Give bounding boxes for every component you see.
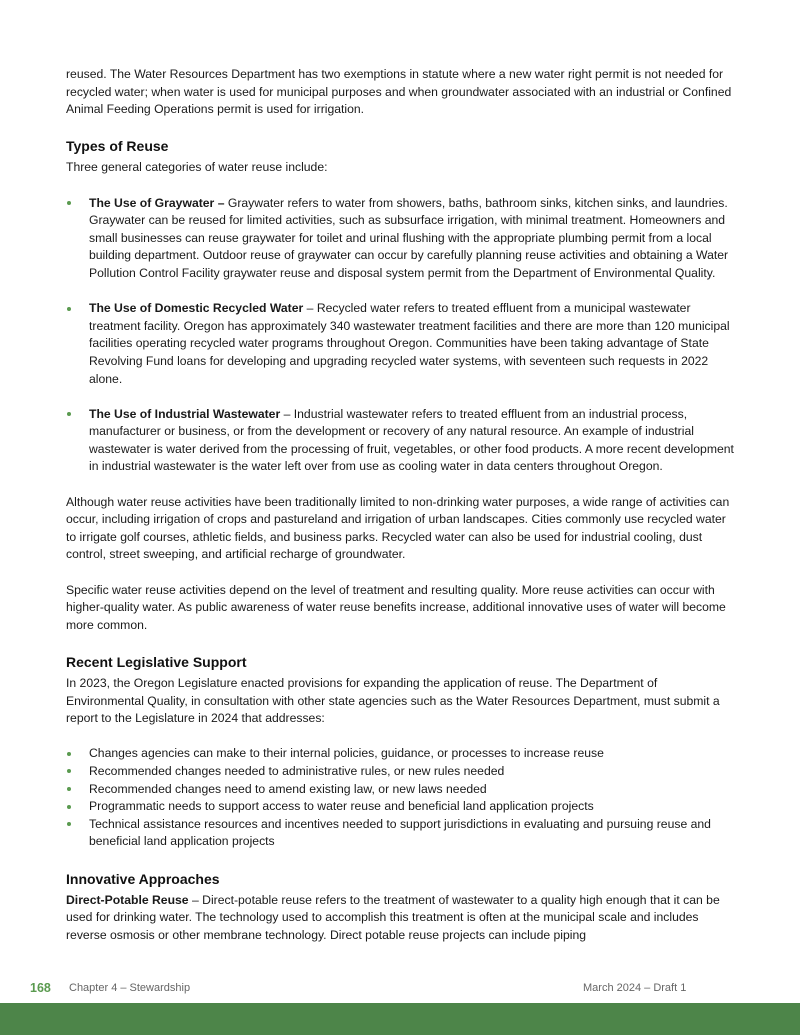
innovative-lead: Direct-Potable Reuse [66,892,189,907]
item-title: The Use of Industrial Wastewater [89,406,281,421]
innovative-heading: Innovative Approaches [66,870,220,887]
types-paragraph-1: Although water reuse activities have been traditionally limited to non-drinking water purposes, a wide range of activities can occur, including irrigation of crops and pastureland and irrigation of urban landscapes. Cities commonly use recycled water to irrigate golf courses, athletic fields, and business parks. Recycled water can also be used for industrial cooling, dust control, street sweeping, and artificial recharge of groundwater. [66,494,730,562]
list-item: Technical assistance resources and incentives needed to support jurisdictions in evaluating and pursuing reuse and beneficial land application projects [66,816,736,851]
item-text: – Industrial wastewater refers to treated effluent from an industrial process, manufacturer or business, or from the development or recovery of any natural resource. An example of industrial wastewater is water derived from the processing of fruit, vegetables, or other food products. A more recent development in industrial wastewater is the water left over from use as cooling water in data centers throughout Oregon. [89,406,734,474]
item-text: Graywater refers to water from showers, baths, bathroom sinks, kitchen sinks, and laundries. Graywater can be reused for limited activities, such as subsurface irrigation, with minimal treatment. Homeowners and small businesses can reuse graywater for toilet and urinal flushing with the appropriate plumbing permit from a local building department. Outdoor reuse of graywater can occur by carefully planning reuse activities and obtaining a Water Pollution Control Facility graywater reuse and disposal system permit from the Department of Environmental Quality. [89,195,729,280]
innovative-paragraph [66,892,736,945]
list-item: Programmatic needs to support access to water reuse and beneficial land application projects [66,798,736,816]
chapter-label: Chapter 4 – Stewardship [69,982,191,994]
footer-band [0,1003,800,1035]
draft-date: March 2024 – Draft 1 [583,982,687,994]
list-item [66,300,736,388]
list-item: Changes agencies can make to their internal policies, guidance, or processes to increase reuse [66,745,736,763]
list-item: Recommended changes need to amend existing law, or new laws needed [66,781,736,799]
list-item [66,406,736,476]
list-item [66,195,736,283]
legislative-list [66,745,736,851]
legislative-intro: In 2023, the Oregon Legislature enacted provisions for expanding the application of reuse. The Department of Environmental Quality, in consultation with other state agencies such as the Water Resources Department, must submit a report to the Legislature in 2024 that addresses: [66,676,720,726]
legislative-heading: Recent Legislative Support [66,654,247,670]
types-intro: Three general categories of water reuse include: [66,160,328,175]
page-footer [30,982,700,998]
page-content [66,66,736,962]
list-item: Recommended changes needed to administrative rules, or new rules needed [66,763,736,781]
item-title: The Use of Graywater – [89,195,225,210]
types-list [66,195,736,477]
page-number: 168 [30,981,51,995]
types-heading: Types of Reuse [66,138,169,155]
intro-paragraph: reused. The Water Resources Department has two exemptions in statute where a new water right permit is not needed for recycled water; when water is used for municipal purposes and when groundwater associated with an industrial or Confined Animal Feeding Operations permit is used for irrigation. [66,67,732,117]
types-paragraph-2: Specific water reuse activities depend on the level of treatment and resulting quality. More reuse activities can occur with higher-quality water. As public awareness of water reuse benefits increase, additional innovative uses of water will become more common. [66,582,726,632]
item-title: The Use of Domestic Recycled Water [89,301,304,316]
innovative-text: – Direct-potable reuse refers to the treatment of wastewater to a quality high enough that it can be used for drinking water. The technology used to accomplish this treatment is often at the municipal scale and includes reverse osmosis or other membrane technology. Direct potable reuse projects can include piping [66,892,720,942]
item-text: – Recycled water refers to treated effluent from a municipal wastewater treatment facility. Oregon has approximately 340 wastewater treatment facilities and there are more than 120 municipal facilities operating recycled water programs throughout Oregon. Communities have been taking advantage of State Revolving Fund loans for developing and upgrading recycled water systems, with seventeen such requests in 2022 alone. [89,301,730,386]
